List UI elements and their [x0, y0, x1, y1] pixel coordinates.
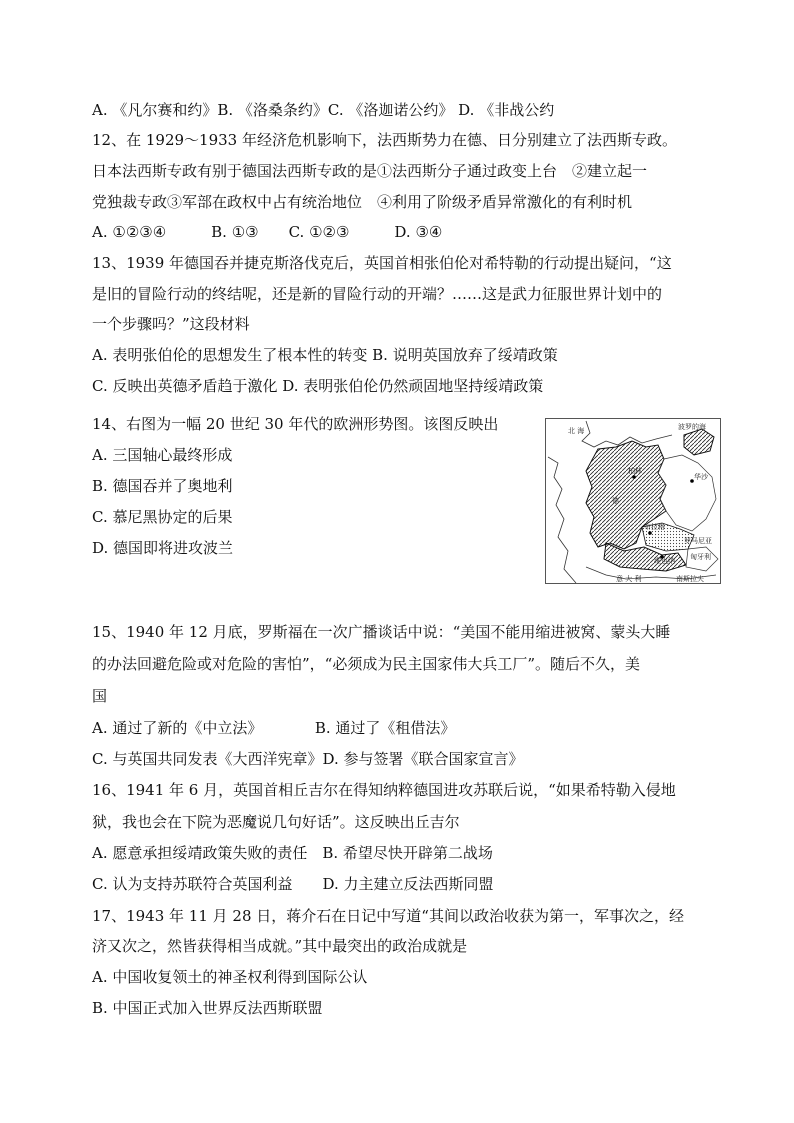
map-label-warsaw: 华沙	[694, 473, 708, 481]
q12-stem-3: 党独裁专政③军部在政权中占有统治地位 ④利用了阶级矛盾异常激化的有利时机	[92, 193, 633, 211]
q14-option-d: D. 德国即将进攻波兰	[92, 539, 234, 557]
map-label-vienna: 维也纳	[654, 557, 675, 565]
map-label-hungary: 匈牙利	[690, 553, 711, 561]
map-label-north-sea: 北 海	[568, 427, 585, 435]
q13-stem-2: 是旧的冒险行动的终结呢，还是新的冒险行动的开端？……这是武力征服世界计划中的	[92, 285, 663, 303]
q15-stem-3: 国	[92, 687, 108, 705]
q14-option-b: B. 德国吞并了奥地利	[92, 477, 233, 495]
map-label-italy: 意 大 利	[616, 575, 642, 583]
q17-stem-2: 济又次之，然皆获得相当成就。”其中最突出的政治成就是	[92, 937, 468, 955]
q15-option-ab: A. 通过了新的《中立法》 B. 通过了《租借法》	[92, 719, 456, 737]
q16-option-cd: C. 认为支持苏联符合英国利益 D. 力主建立反法西斯同盟	[92, 875, 494, 893]
map-label-berlin: 柏林	[628, 467, 642, 475]
q13-stem-1: 13、1939 年德国吞并捷克斯洛伐克后，英国首相张伯伦对希特勒的行动提出疑问，“这	[92, 254, 672, 272]
q12-stem-1: 12、在 1929～1933 年经济危机影响下，法西斯势力在德、日分别建立了法西斯专政。	[92, 131, 677, 149]
map-label-germany: 德	[612, 497, 619, 505]
west-coastline	[548, 457, 576, 583]
east-prussia	[684, 429, 714, 455]
q17-option-b: B. 中国正式加入世界反法西斯联盟	[92, 999, 323, 1017]
q13-option-cd: C. 反映出英德矛盾趋于激化 D. 表明张伯伦仍然顽固地坚持绥靖政策	[92, 377, 544, 395]
map-label-prague: 布拉格	[644, 523, 665, 531]
q13-option-ab: A. 表明张伯伦的思想发生了根本性的转变 B. 说明英国放弃了绥靖政策	[92, 346, 558, 364]
q15-stem-1: 15、1940 年 12 月底，罗斯福在一次广播谈话中说：“美国不能用缩进被窝、蒙头大睡	[92, 623, 671, 641]
q14-option-a: A. 三国轴心最终形成	[92, 446, 233, 464]
map-label-baltic: 波罗的海	[678, 423, 706, 431]
europe-1930s-map	[545, 418, 721, 584]
q12-options: A. ①②③④ B. ①③ C. ①②③ D. ③④	[92, 223, 443, 241]
q12-stem-2: 日本法西斯专政有别于德国法西斯专政的是①法西斯分子通过政变上台 ②建立起一	[92, 162, 648, 180]
q17-option-a: A. 中国收复领土的神圣权利得到国际公认	[92, 968, 368, 986]
q15-option-cd: C. 与英国共同发表《大西洋宪章》D. 参与签署《联合国家宣言》	[92, 750, 524, 768]
q17-stem-1: 17、1943 年 11 月 28 日，蒋介石在日记中写道“其间以政治收获为第一，军事次之，经	[92, 907, 684, 925]
q16-stem-2: 狱，我也会在下院为恶魔说几句好话”。这反映出丘吉尔	[92, 813, 460, 831]
q13-stem-3: 一个步骤吗？”这段材料	[92, 315, 250, 333]
poland-border	[658, 455, 716, 531]
map-label-romania: 罗马尼亚	[684, 537, 712, 545]
q11-options: A. 《凡尔赛和约》B. 《洛桑条约》C. 《洛迦诺公约》 D. 《非战公约	[92, 101, 555, 119]
q14-stem: 14、右图为一幅 20 世纪 30 年代的欧洲形势图。该图反映出	[92, 415, 499, 433]
q16-stem-1: 16、1941 年 6 月，英国首相丘吉尔在得知纳粹德国进攻苏联后说，“如果希特勒入侵地	[92, 781, 676, 799]
map-label-yugoslavia: 南斯拉夫	[676, 575, 704, 583]
q16-option-ab: A. 愿意承担绥靖政策失败的责任 B. 希望尽快开辟第二战场	[92, 844, 493, 862]
q15-stem-2: 的办法回避危险或对危险的害怕”，“必须成为民主国家伟大兵工厂”。随后不久，美	[92, 655, 641, 673]
q14-option-c: C. 慕尼黑协定的后果	[92, 508, 233, 526]
